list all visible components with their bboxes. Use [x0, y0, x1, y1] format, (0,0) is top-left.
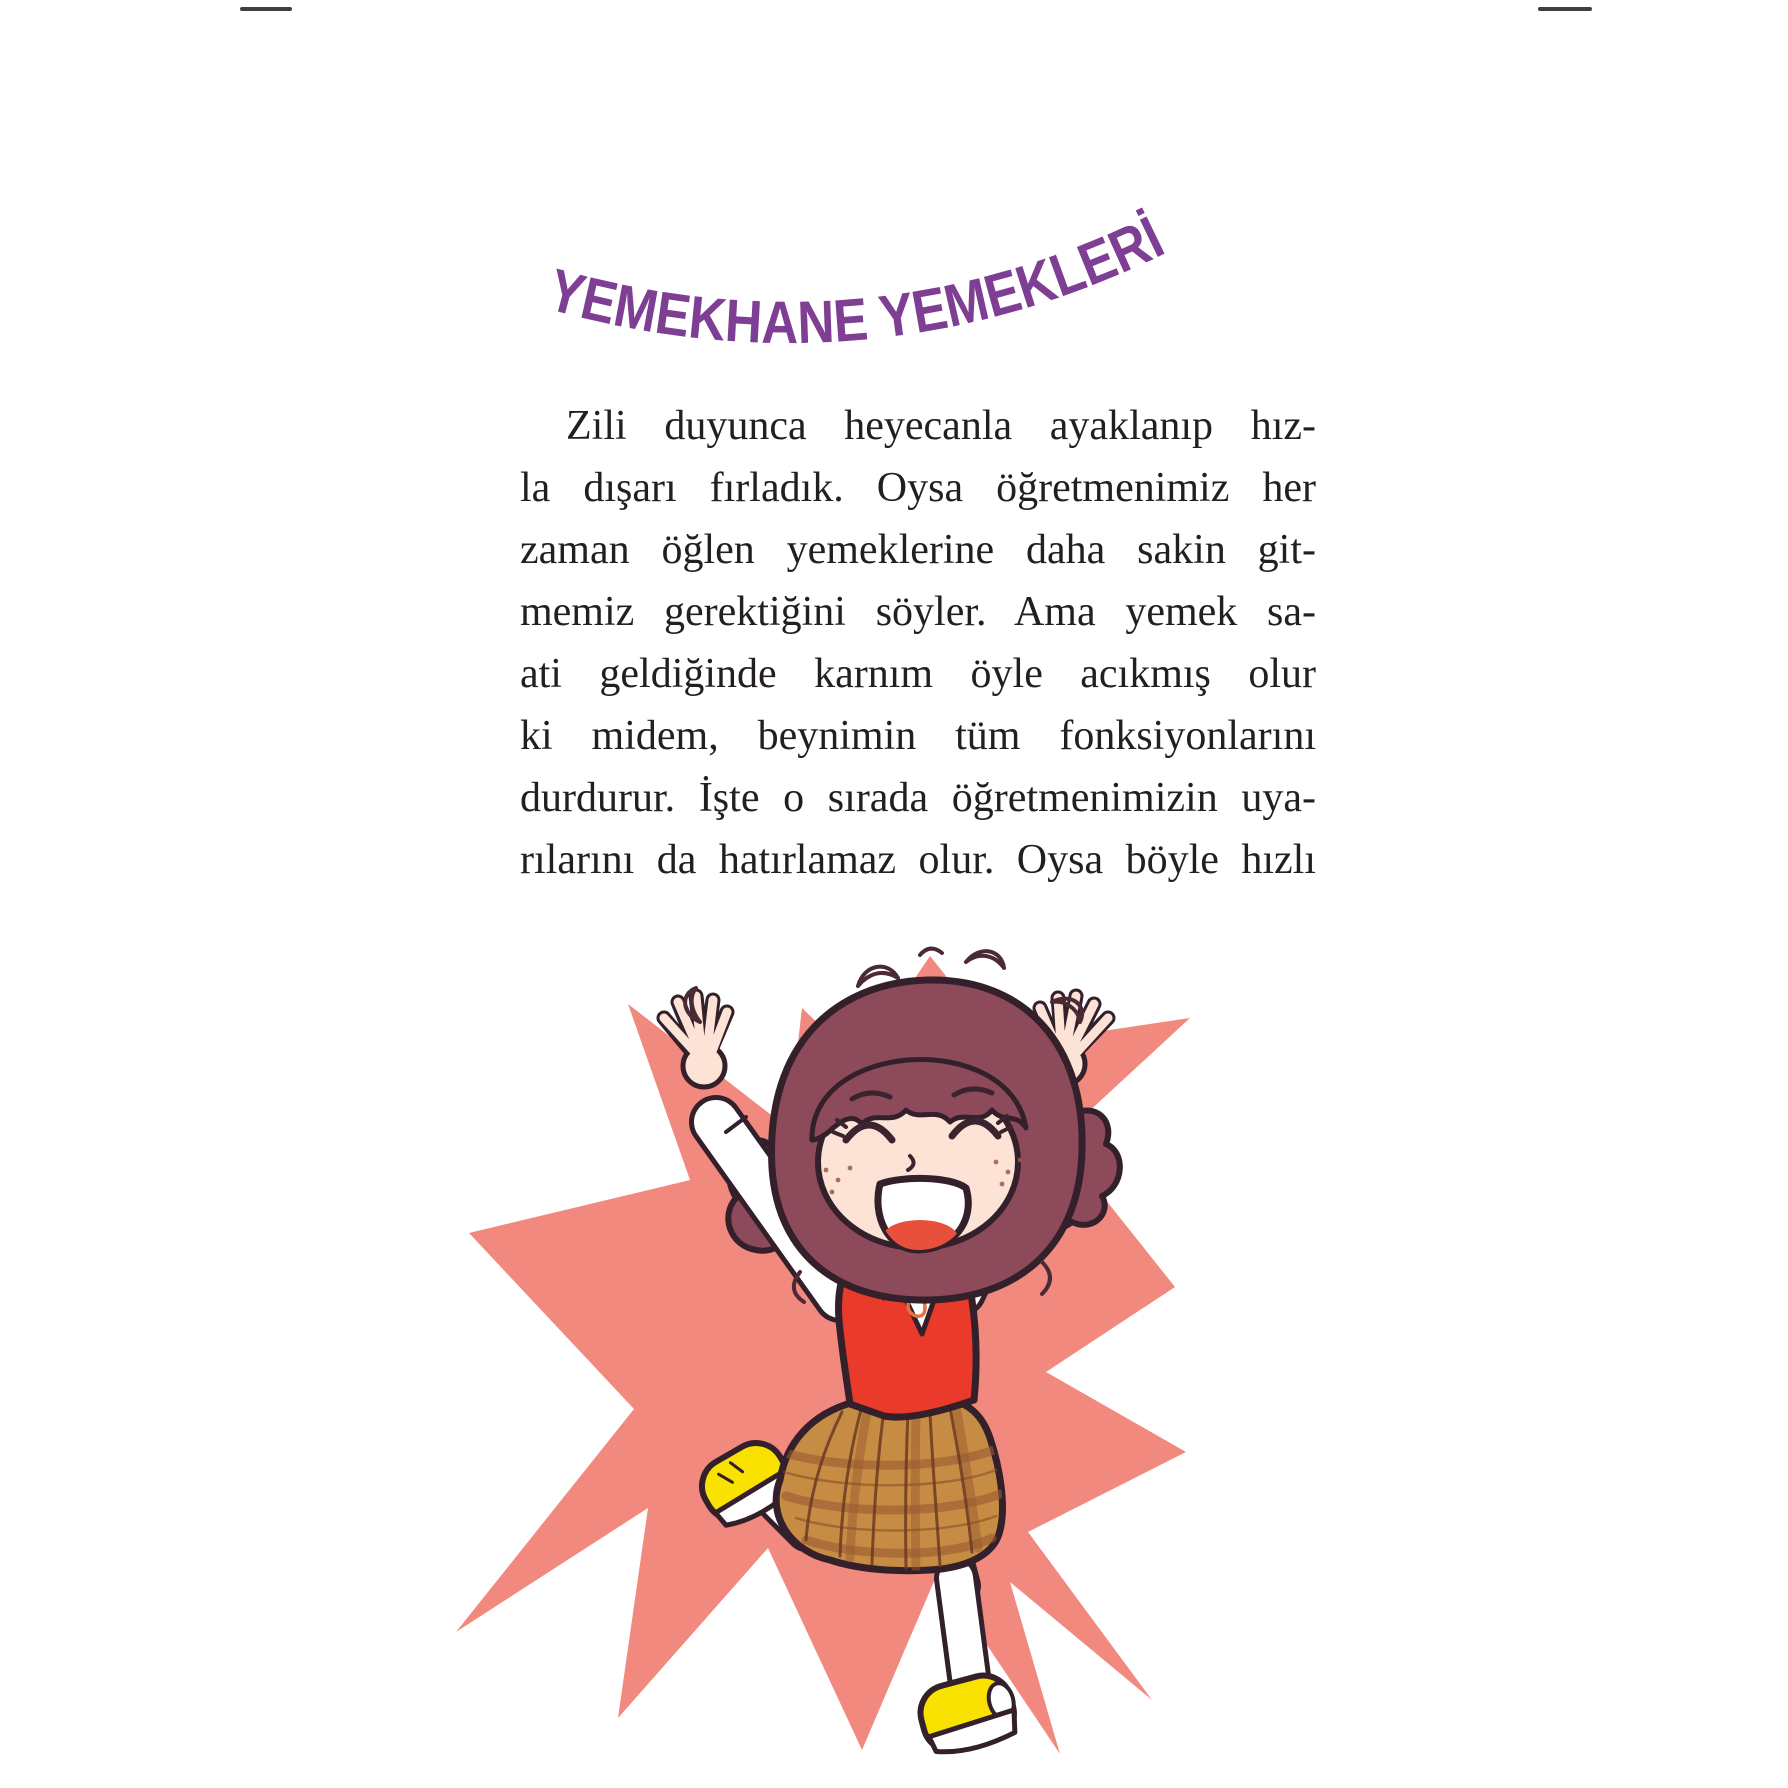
paragraph-line: zaman öğlen yemeklerine daha sakin git- [520, 527, 1316, 573]
paragraph-line: durdurur. İşte o sırada öğretmenimizin uya- [520, 775, 1316, 821]
paragraph-line: rılarını da hatırlamaz olur. Oysa böyle hızlı [520, 837, 1316, 883]
page-title-text: YEMEKHANE YEMEKLERİ [541, 202, 1176, 357]
paragraph-line: la dışarı fırladık. Oysa öğretmenimiz her [520, 465, 1316, 511]
body-paragraph [520, 395, 1316, 891]
skirt [776, 1400, 1002, 1571]
paragraph-line: Zili duyunca heyecanla ayaklanıp hız- [566, 403, 1316, 449]
standing-shoe [914, 1669, 1023, 1760]
paragraph-line: ati geldiğinde karnım öyle acıkmış olur [520, 651, 1316, 697]
paragraph-line: ki midem, beynimin tüm fonksiyonlarını [520, 713, 1316, 759]
paragraph-line: memiz gerektiğini söyler. Ama yemek sa- [520, 589, 1316, 635]
page-title [541, 202, 1176, 357]
